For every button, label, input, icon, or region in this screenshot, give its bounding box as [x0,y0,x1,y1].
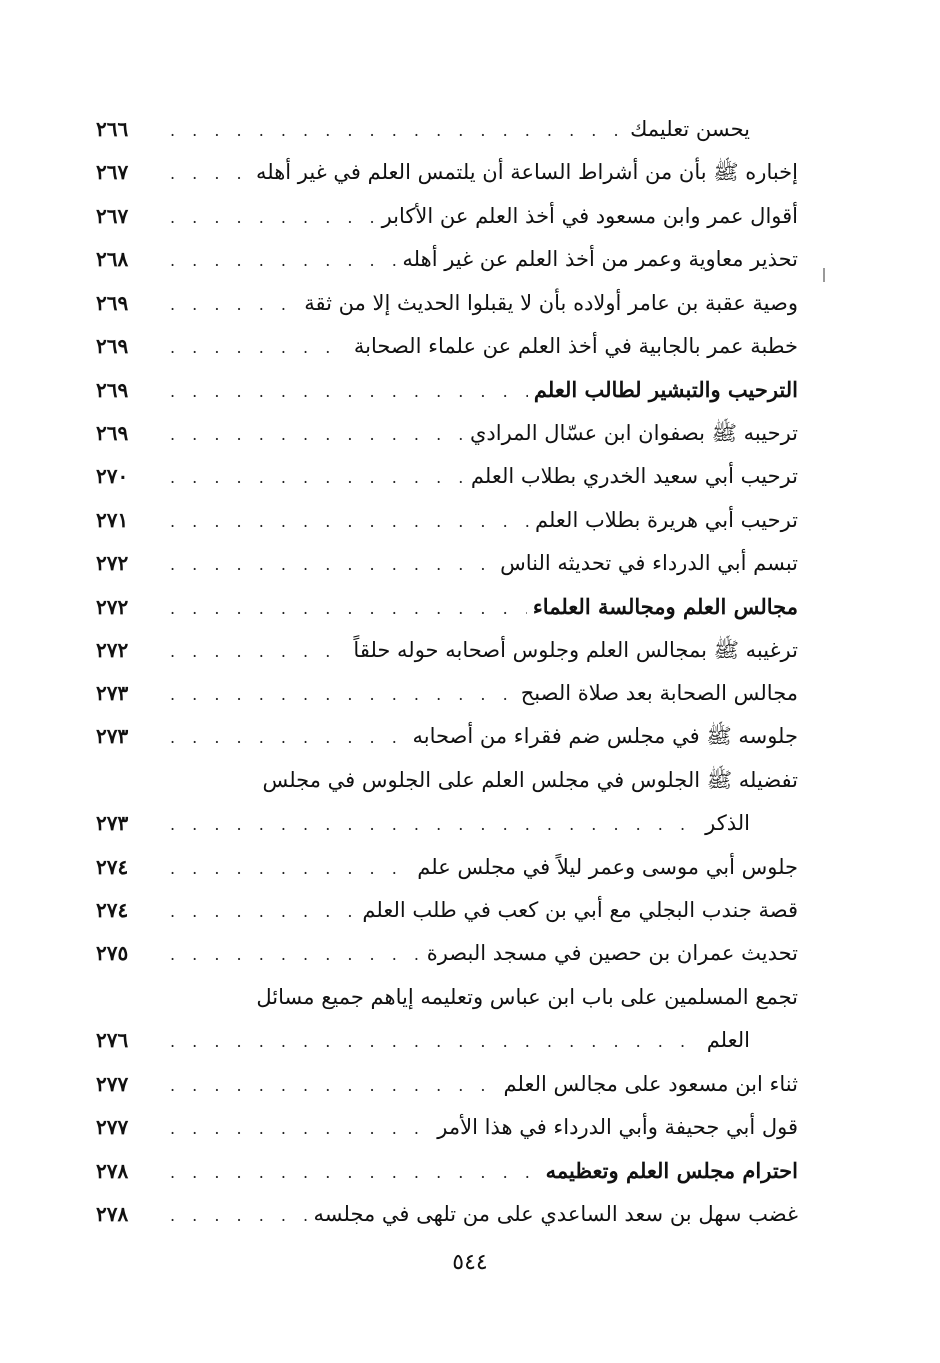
toc-entry [96,932,798,975]
toc-entry [96,889,798,932]
toc-list [96,108,798,1236]
entry-title: ترحيب أبي هريرة بطلاب العلم [534,507,798,532]
entry-page-number: ٢٦٧ [96,160,129,185]
toc-entry [96,195,798,238]
toc-entry [96,238,798,281]
entry-title: قصة جندب البجلي مع أبي بن كعب في طلب العلم [362,898,798,923]
toc-entry [96,282,798,325]
entry-title: تحذير معاوية وعمر من أخذ العلم عن غير أهله [402,247,798,272]
dot-leader [170,673,515,716]
toc-entry [96,412,798,455]
dot-leader [170,803,699,846]
entry-page-number: ٢٧٧ [96,1114,129,1139]
entry-title: جلوسه ﷺ في مجلس ضم فقراء من أصحابه [412,724,798,749]
entry-title: ثناء ابن مسعود على مجالس العلم [503,1071,798,1096]
entry-title: مجالس الصحابة بعد صلاة الصبح [520,681,798,706]
entry-page-number: ٢٧٨ [96,1201,129,1226]
entry-page-number: ٢٦٦ [96,117,129,141]
entry-page-number: ٢٧٣ [96,681,129,706]
entry-title: الذكر [705,811,750,836]
entry-title: ترحيب أبي سعيد الخدري بطلاب العلم [470,464,798,489]
entry-page-number: ٢٧٢ [96,595,129,620]
toc-entry [96,976,798,1019]
toc-entry [96,1063,798,1106]
page-number: ٥٤٤ [452,1250,488,1275]
dot-leader [170,413,464,456]
entry-page-number: ٢٧٢ [96,637,129,662]
toc-section-heading [96,368,798,411]
entry-page-number: ٢٦٧ [96,203,129,228]
dot-leader [170,500,529,543]
dot-leader [170,196,376,239]
entry-title: مجالس العلم ومجالسة العلماء [532,594,798,620]
dot-leader [170,239,396,282]
entry-title: تجمع المسلمين على باب ابن عباس وتعليمه إياهم جميع مسائل [256,984,798,1009]
toc-entry [96,1019,798,1062]
entry-page-number: ٢٧٨ [96,1159,129,1184]
toc-entry [96,759,798,802]
dot-leader [170,109,624,152]
toc-entry [96,629,798,672]
entry-title: الترحيب والتبشير لطالب العلم [533,377,798,403]
entry-page-number: ٢٦٩ [96,378,129,403]
entry-title: احترام مجلس العلم وتعظيمه [545,1158,798,1184]
entry-title: ترحيبه ﷺ بصفوان ابن عسّال المرادي [469,420,798,445]
entry-page-number: ٢٧٦ [96,1028,129,1053]
dot-leader [170,890,356,933]
entry-title: تبسم أبي الدرداء في تحديثه الناس [500,550,798,575]
entry-page-number: ٢٧٧ [96,1071,129,1096]
entry-page-number: ٢٦٩ [96,420,129,445]
entry-title: يحسن تعليمك [630,117,750,141]
toc-entry [96,151,798,194]
entry-page-number: ٢٦٩ [96,290,129,315]
toc-entry [96,455,798,498]
dot-leader [170,1064,498,1107]
entry-title: إخباره ﷺ بأن من أشراط الساعة أن يلتمس العلم في غير أهله [256,160,798,185]
entry-page-number: ٢٧٣ [96,724,129,749]
toc-entry [96,542,798,585]
dot-leader [170,1020,701,1063]
dot-leader [170,283,298,326]
dot-leader [170,543,494,586]
entry-page-number: ٢٦٩ [96,333,129,358]
entry-title: تفضيله ﷺ الجلوس في مجلس العلم على الجلوس في مجلس [262,767,798,792]
dot-leader [170,456,465,499]
margin-mark [823,268,825,282]
entry-title: غضب سهل بن سعد الساعدي على من تلهى في مجلسه [313,1201,798,1226]
toc-entry [96,672,798,715]
dot-leader [170,847,411,890]
entry-title: أقوال عمر وابن مسعود في أخذ العلم عن الأكابر [381,203,798,228]
entry-title: قول أبي جحيفة وأبي الدرداء في هذا الأمر [437,1114,798,1139]
toc-entry [96,108,798,151]
entry-page-number: ٢٧٢ [96,550,129,575]
dot-leader [170,370,528,413]
entry-page-number: ٢٧٤ [96,898,129,923]
toc-entry [96,499,798,542]
entry-page-number: ٢٧٠ [96,464,129,489]
dot-leader [170,716,406,759]
toc-entry [96,715,798,758]
toc-section-heading [96,1149,798,1192]
dot-leader [170,326,348,369]
entry-title: وصية عقبة بن عامر أولاده بأن لا يقبلوا الحديث إلا من ثقة [304,290,798,315]
entry-page-number: ٢٧١ [96,507,129,532]
dot-leader [170,933,421,976]
entry-page-number: ٢٧٤ [96,854,129,879]
entry-page-number: ٢٧٥ [96,941,129,966]
dot-leader [170,152,250,195]
dot-leader [170,630,347,673]
dot-leader [170,1107,431,1150]
entry-title: ترغيبه ﷺ بمجالس العلم وجلوس أصحابه حوله حلقاً [353,637,798,662]
entry-title: العلم [706,1028,750,1053]
entry-title: خطبة عمر بالجابية في أخذ العلم عن علماء الصحابة [353,333,798,358]
entry-title: جلوس أبي موسى وعمر ليلاً في مجلس علم [417,854,798,879]
toc-entry [96,1193,798,1236]
dot-leader [170,1151,540,1194]
dot-leader [170,587,527,630]
entry-title: تحديث عمران بن حصين في مسجد البصرة [426,941,798,966]
entry-page-number: ٢٧٣ [96,811,129,836]
toc-section-heading [96,585,798,628]
toc-entry [96,846,798,889]
toc-entry [96,1106,798,1149]
entry-page-number: ٢٦٨ [96,247,129,272]
toc-entry [96,802,798,845]
toc-entry [96,325,798,368]
dot-leader [170,1194,308,1237]
